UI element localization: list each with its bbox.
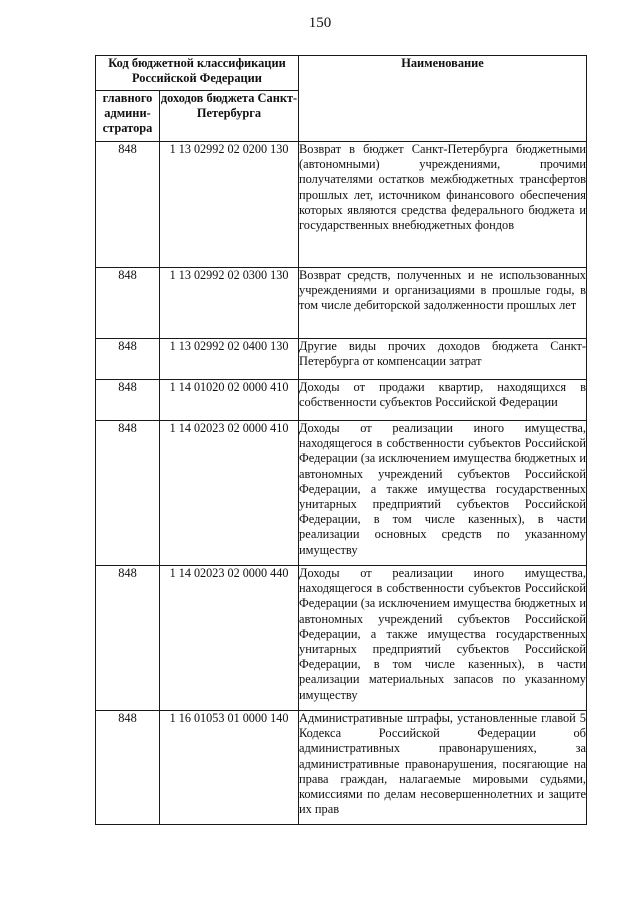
table-row bbox=[96, 421, 587, 566]
income-code-cell: 1 16 01053 01 0000 140 bbox=[160, 711, 299, 825]
name-cell: Доходы от реализации иного имущества, находящегося в собственности субъектов Российской Федерации (за исключением имущества бюджетных и автономных учреждений субъектов Российской Федерации, а также имущества государственных унитарных предприятий субъектов Российской Федерации, в том числе казенных), в части реализации основных средств по указанному имуществу bbox=[299, 421, 587, 566]
admin-code-cell: 848 bbox=[96, 268, 160, 339]
income-code-cell: 1 14 02023 02 0000 410 bbox=[160, 421, 299, 566]
header-income: доходов бюджета Санкт-Петербурга bbox=[160, 91, 299, 142]
admin-code-cell: 848 bbox=[96, 711, 160, 825]
income-code-cell: 1 13 02992 02 0200 130 bbox=[160, 142, 299, 268]
name-cell: Возврат в бюджет Санкт-Петербурга бюджетными (автономными) учреждениями, прочими получателями остатков межбюджетных трансфертов прошлых лет, источником финансового обеспечения которых являются средства федерального бюджета и государственных внебюджетных фондов bbox=[299, 142, 587, 268]
income-code-cell: 1 14 02023 02 0000 440 bbox=[160, 566, 299, 711]
table-row bbox=[96, 339, 587, 380]
name-cell: Административные штрафы, установленные главой 5 Кодекса Российской Федерации об административных правонарушениях, за административные правонарушения, посягающие на права граждан, налагаемые мировыми судьями, комиссиями по делам несовершеннолетних и защите их прав bbox=[299, 711, 587, 825]
income-code-cell: 1 14 01020 02 0000 410 bbox=[160, 380, 299, 421]
table-row bbox=[96, 566, 587, 711]
table-row bbox=[96, 268, 587, 339]
admin-code-cell: 848 bbox=[96, 421, 160, 566]
admin-code-cell: 848 bbox=[96, 339, 160, 380]
table-row bbox=[96, 380, 587, 421]
header-code-group: Код бюджетной классификации Российской Федерации bbox=[96, 56, 299, 91]
name-cell: Возврат средств, полученных и не использованных учреждениями и организациями в прошлые годы, в том числе дебиторской задолженности прошлых лет bbox=[299, 268, 587, 339]
admin-code-cell: 848 bbox=[96, 566, 160, 711]
admin-code-cell: 848 bbox=[96, 380, 160, 421]
budget-classification-table bbox=[95, 55, 587, 825]
name-cell: Другие виды прочих доходов бюджета Санкт-Петербурга от компенсации затрат bbox=[299, 339, 587, 380]
income-code-cell: 1 13 02992 02 0300 130 bbox=[160, 268, 299, 339]
income-code-cell: 1 13 02992 02 0400 130 bbox=[160, 339, 299, 380]
name-cell: Доходы от реализации иного имущества, находящегося в собственности субъектов Российской Федерации (за исключением имущества бюджетных и автономных учреждений субъектов Российской Федерации, а также имущества государственных унитарных предприятий субъектов Российской Федерации, в том числе казенных), в части реализации материальных запасов по указанному имуществу bbox=[299, 566, 587, 711]
admin-code-cell: 848 bbox=[96, 142, 160, 268]
name-cell: Доходы от продажи квартир, находящихся в собственности субъектов Российской Федерации bbox=[299, 380, 587, 421]
table-row bbox=[96, 711, 587, 825]
table-row bbox=[96, 142, 587, 268]
header-admin: главного админи-стратора bbox=[96, 91, 160, 142]
page-number: 150 bbox=[308, 15, 332, 31]
header-name: Наименование bbox=[299, 56, 587, 142]
